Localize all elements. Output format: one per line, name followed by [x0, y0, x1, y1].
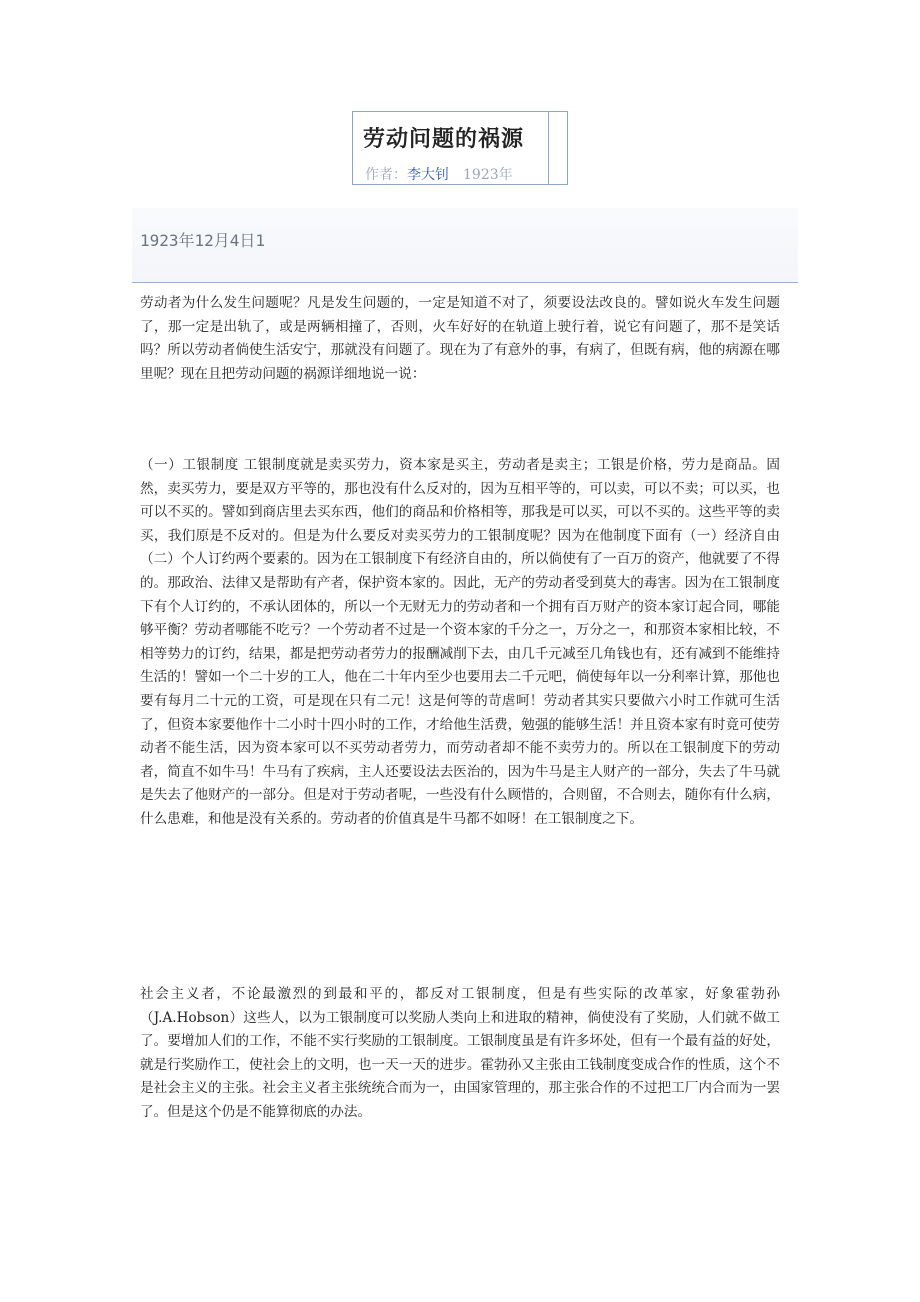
date-bar [132, 208, 798, 283]
title-box [352, 111, 568, 185]
page-title: 劳动问题的祸源 [363, 126, 525, 152]
paragraph-socialists: 社会主义者，不论最激烈的到最和平的，都反对工银制度，但是有些实际的改革家，好象霍勃孙（J.A.Hobson）这些人，以为工银制度可以奖励人类向上和进取的精神，倘使没有了奖励，人们就不做工了。要增加人们的工作，不能不实行奖励的工银制度。工银制度虽是有许多坏处，但有一个最有益的好处，就是行奖励作工，使社会上的文明，也一天一天的进步。霍勃孙又主张由工钱制度变成合作的性质，这个不是社会主义的主张。社会主义者主张统统合而为一，由国家管理的，那主张合作的不过把工厂内合而为一罢了。但是这个仍是不能算彻底的办法。 [140, 986, 780, 1120]
publication-year: 1923年 [463, 167, 513, 183]
author-label: 作者： [365, 167, 407, 183]
title-box-divider [548, 112, 549, 184]
paragraph-intro: 劳动者为什么发生问题呢？凡是发生问题的，一定是知道不对了，须要设法改良的。譬如说火车发生问题了，那一定是出轨了，或是两辆相撞了，否则，火车好好的在轨道上驶行着，说它有问题了，那不是笑话吗？所以劳动者倘使生活安宁，那就没有问题了。现在为了有意外的事，有病了，但既有病，他的病源在哪里呢？现在且把劳动问题的祸源详细地说一说： [140, 295, 780, 382]
byline [365, 164, 513, 184]
date-line: 1923年12月4日1 [140, 231, 266, 250]
paragraph-wage-system: （一）工银制度 工银制度就是卖买劳力，资本家是买主，劳动者是卖主；工银是价格，劳力是商品。固然，卖买劳力，要是双方平等的，那也没有什么反对的，因为互相平等的，可以卖，可以不卖；可以买，也可以不买的。譬如到商店里去买东西，他们的商品和价格相等，那我是可以买，可以不买的。这些平等的卖买，我们原是不反对的。但是为什么要反对卖买劳力的工银制度呢？因为在他制度下面有（一）经济自由（二）个人订约两个要素的。因为在工银制度下有经济自由的，所以倘使有了一百万的资产，他就要了不得的。那政治、法律又是帮助有产者，保护资本家的。因此，无产的劳动者受到莫大的毒害。因为在工银制度下有个人订约的，不承认团体的，所以一个无财无力的劳动者和一个拥有百万财产的资本家订起合同，哪能够平衡？劳动者哪能不吃亏？一个劳动者不过是一个资本家的千分之一，万分之一，和那资本家相比较，不相等势力的订约，结果，都是把劳动者劳力的报酬减削下去，由几千元减至几角钱也有，还有减到不能维持生活的！譬如一个二十岁的工人，他在二十年内至少也要用去二千元吧，倘使每年以一分利率计算，那他也要有每月二十元的工资，可是现在只有二元！这是何等的苛虐呵！劳动者其实只要做六小时工作就可生活了，但资本家要他作十二小时十四小时的工作，才给他生活费，勉强的能够生活！并且资本家有时竟可使劳动者不能生活，因为资本家可以不买劳动者劳力，而劳动者却不能不卖劳力的。所以在工银制度下的劳动者，简直不如牛马！牛马有了疾病，主人还要设法去医治的，因为牛马是主人财产的一部分，失去了牛马就是失去了他财产的一部分。但是对于劳动者呢，一些没有什么顾惜的，合则留，不合则去，随你有什么病，什么患难，和他是没有关系的。劳动者的价值真是牛马都不如呀！在工银制度之下。 [140, 457, 780, 827]
author-link[interactable]: 李大钊 [407, 167, 449, 183]
